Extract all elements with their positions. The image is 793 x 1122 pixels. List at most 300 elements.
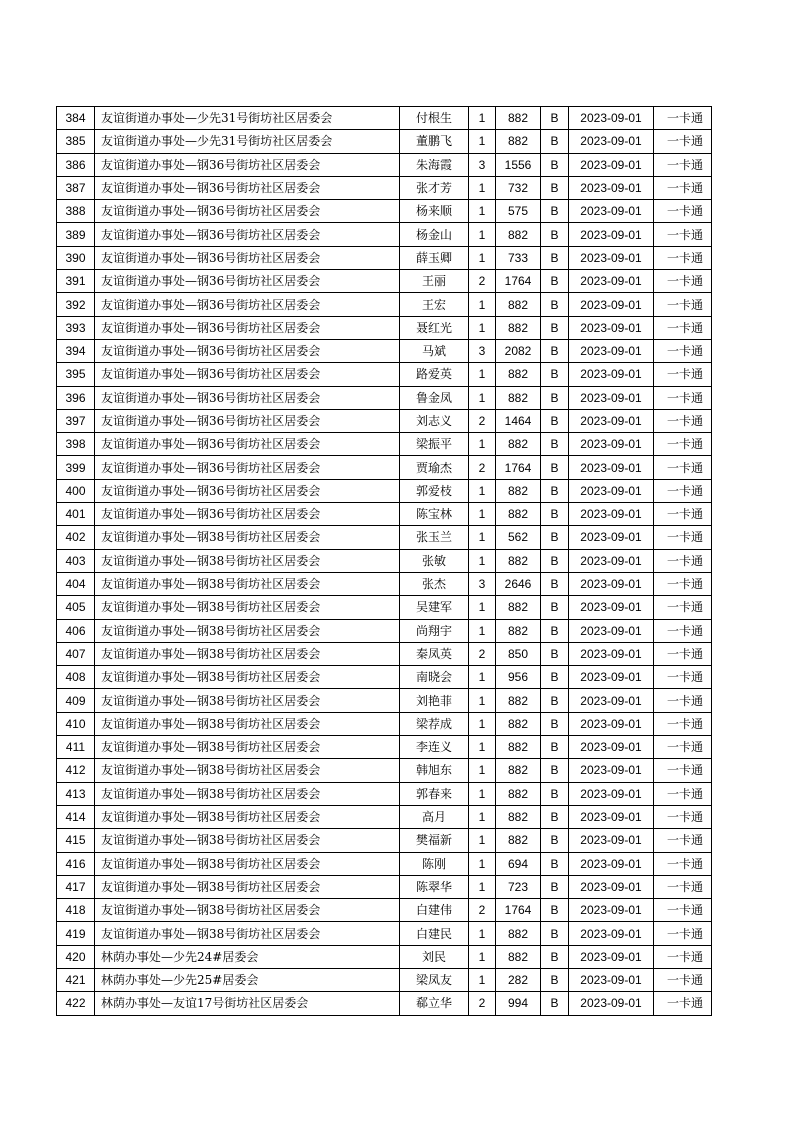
unit-cell: 友谊街道办事处—钢36号街坊社区居委会 xyxy=(95,246,400,269)
table-row xyxy=(57,456,712,479)
grade-cell: B xyxy=(541,316,569,339)
payment-method-cell: 一卡通 xyxy=(654,386,712,409)
count-cell: 1 xyxy=(469,805,496,828)
date-cell: 2023-09-01 xyxy=(569,666,654,689)
row-number-cell: 399 xyxy=(57,456,95,479)
grade-cell: B xyxy=(541,130,569,153)
row-number-cell: 400 xyxy=(57,479,95,502)
name-cell: 樊福新 xyxy=(400,829,469,852)
unit-cell: 友谊街道办事处—少先31号街坊社区居委会 xyxy=(95,130,400,153)
row-number-cell: 411 xyxy=(57,736,95,759)
name-cell: 薛玉卿 xyxy=(400,246,469,269)
table-row xyxy=(57,293,712,316)
unit-cell: 友谊街道办事处—钢36号街坊社区居委会 xyxy=(95,223,400,246)
table-row xyxy=(57,596,712,619)
name-cell: 鲁金凤 xyxy=(400,386,469,409)
row-number-cell: 405 xyxy=(57,596,95,619)
unit-cell: 林荫办事处—少先25#居委会 xyxy=(95,968,400,991)
count-cell: 3 xyxy=(469,339,496,362)
amount-cell: 882 xyxy=(496,503,541,526)
payment-method-cell: 一卡通 xyxy=(654,852,712,875)
row-number-cell: 402 xyxy=(57,526,95,549)
count-cell: 1 xyxy=(469,875,496,898)
row-number-cell: 391 xyxy=(57,270,95,293)
count-cell: 1 xyxy=(469,293,496,316)
row-number-cell: 422 xyxy=(57,992,95,1015)
table-row xyxy=(57,899,712,922)
date-cell: 2023-09-01 xyxy=(569,409,654,432)
payment-method-cell: 一卡通 xyxy=(654,875,712,898)
grade-cell: B xyxy=(541,549,569,572)
table-row xyxy=(57,805,712,828)
date-cell: 2023-09-01 xyxy=(569,759,654,782)
name-cell: 刘艳菲 xyxy=(400,689,469,712)
date-cell: 2023-09-01 xyxy=(569,316,654,339)
payment-method-cell: 一卡通 xyxy=(654,782,712,805)
grade-cell: B xyxy=(541,852,569,875)
count-cell: 1 xyxy=(469,759,496,782)
row-number-cell: 395 xyxy=(57,363,95,386)
unit-cell: 友谊街道办事处—钢36号街坊社区居委会 xyxy=(95,386,400,409)
date-cell: 2023-09-01 xyxy=(569,596,654,619)
date-cell: 2023-09-01 xyxy=(569,386,654,409)
row-number-cell: 416 xyxy=(57,852,95,875)
grade-cell: B xyxy=(541,619,569,642)
payment-method-cell: 一卡通 xyxy=(654,409,712,432)
row-number-cell: 385 xyxy=(57,130,95,153)
grade-cell: B xyxy=(541,945,569,968)
amount-cell: 2646 xyxy=(496,572,541,595)
payment-method-cell: 一卡通 xyxy=(654,526,712,549)
name-cell: 杨金山 xyxy=(400,223,469,246)
row-number-cell: 398 xyxy=(57,433,95,456)
payment-method-cell: 一卡通 xyxy=(654,200,712,223)
table-row xyxy=(57,712,712,735)
unit-cell: 友谊街道办事处—钢36号街坊社区居委会 xyxy=(95,503,400,526)
count-cell: 1 xyxy=(469,363,496,386)
amount-cell: 882 xyxy=(496,130,541,153)
name-cell: 李连义 xyxy=(400,736,469,759)
unit-cell: 友谊街道办事处—钢38号街坊社区居委会 xyxy=(95,549,400,572)
payment-method-cell: 一卡通 xyxy=(654,759,712,782)
count-cell: 1 xyxy=(469,223,496,246)
grade-cell: B xyxy=(541,409,569,432)
grade-cell: B xyxy=(541,805,569,828)
amount-cell: 882 xyxy=(496,689,541,712)
name-cell: 秦凤英 xyxy=(400,642,469,665)
grade-cell: B xyxy=(541,200,569,223)
unit-cell: 友谊街道办事处—钢38号街坊社区居委会 xyxy=(95,526,400,549)
table-row xyxy=(57,922,712,945)
payment-method-cell: 一卡通 xyxy=(654,642,712,665)
date-cell: 2023-09-01 xyxy=(569,968,654,991)
date-cell: 2023-09-01 xyxy=(569,526,654,549)
amount-cell: 882 xyxy=(496,223,541,246)
grade-cell: B xyxy=(541,712,569,735)
count-cell: 1 xyxy=(469,829,496,852)
grade-cell: B xyxy=(541,503,569,526)
date-cell: 2023-09-01 xyxy=(569,945,654,968)
payment-method-cell: 一卡通 xyxy=(654,223,712,246)
count-cell: 1 xyxy=(469,130,496,153)
amount-cell: 694 xyxy=(496,852,541,875)
row-number-cell: 409 xyxy=(57,689,95,712)
payment-method-cell: 一卡通 xyxy=(654,270,712,293)
name-cell: 张才芳 xyxy=(400,176,469,199)
unit-cell: 友谊街道办事处—钢36号街坊社区居委会 xyxy=(95,363,400,386)
amount-cell: 882 xyxy=(496,433,541,456)
unit-cell: 友谊街道办事处—钢38号街坊社区居委会 xyxy=(95,782,400,805)
row-number-cell: 401 xyxy=(57,503,95,526)
payment-method-cell: 一卡通 xyxy=(654,433,712,456)
unit-cell: 友谊街道办事处—钢38号街坊社区居委会 xyxy=(95,666,400,689)
unit-cell: 友谊街道办事处—少先31号街坊社区居委会 xyxy=(95,107,400,130)
date-cell: 2023-09-01 xyxy=(569,107,654,130)
amount-cell: 282 xyxy=(496,968,541,991)
count-cell: 1 xyxy=(469,968,496,991)
date-cell: 2023-09-01 xyxy=(569,619,654,642)
count-cell: 3 xyxy=(469,572,496,595)
name-cell: 韩旭东 xyxy=(400,759,469,782)
amount-cell: 575 xyxy=(496,200,541,223)
table-row xyxy=(57,992,712,1015)
table-row xyxy=(57,246,712,269)
table-row xyxy=(57,736,712,759)
payment-method-cell: 一卡通 xyxy=(654,596,712,619)
unit-cell: 友谊街道办事处—钢38号街坊社区居委会 xyxy=(95,899,400,922)
count-cell: 1 xyxy=(469,386,496,409)
unit-cell: 友谊街道办事处—钢36号街坊社区居委会 xyxy=(95,479,400,502)
amount-cell: 882 xyxy=(496,759,541,782)
grade-cell: B xyxy=(541,899,569,922)
grade-cell: B xyxy=(541,829,569,852)
grade-cell: B xyxy=(541,992,569,1015)
table-row xyxy=(57,363,712,386)
name-cell: 张敏 xyxy=(400,549,469,572)
date-cell: 2023-09-01 xyxy=(569,689,654,712)
payment-method-cell: 一卡通 xyxy=(654,107,712,130)
count-cell: 1 xyxy=(469,479,496,502)
payment-method-cell: 一卡通 xyxy=(654,666,712,689)
count-cell: 1 xyxy=(469,246,496,269)
count-cell: 1 xyxy=(469,712,496,735)
date-cell: 2023-09-01 xyxy=(569,805,654,828)
amount-cell: 882 xyxy=(496,945,541,968)
date-cell: 2023-09-01 xyxy=(569,899,654,922)
table-row xyxy=(57,223,712,246)
row-number-cell: 403 xyxy=(57,549,95,572)
amount-cell: 882 xyxy=(496,619,541,642)
count-cell: 1 xyxy=(469,596,496,619)
row-number-cell: 415 xyxy=(57,829,95,852)
table-row xyxy=(57,829,712,852)
row-number-cell: 384 xyxy=(57,107,95,130)
payment-method-cell: 一卡通 xyxy=(654,619,712,642)
row-number-cell: 397 xyxy=(57,409,95,432)
date-cell: 2023-09-01 xyxy=(569,922,654,945)
amount-cell: 882 xyxy=(496,805,541,828)
count-cell: 1 xyxy=(469,176,496,199)
name-cell: 贾瑜杰 xyxy=(400,456,469,479)
count-cell: 2 xyxy=(469,642,496,665)
unit-cell: 友谊街道办事处—钢36号街坊社区居委会 xyxy=(95,316,400,339)
grade-cell: B xyxy=(541,736,569,759)
payment-method-cell: 一卡通 xyxy=(654,153,712,176)
grade-cell: B xyxy=(541,922,569,945)
table-row xyxy=(57,968,712,991)
amount-cell: 882 xyxy=(496,549,541,572)
name-cell: 路爱英 xyxy=(400,363,469,386)
amount-cell: 882 xyxy=(496,712,541,735)
amount-cell: 562 xyxy=(496,526,541,549)
table-row xyxy=(57,316,712,339)
name-cell: 南晓会 xyxy=(400,666,469,689)
row-number-cell: 417 xyxy=(57,875,95,898)
date-cell: 2023-09-01 xyxy=(569,479,654,502)
table-row xyxy=(57,479,712,502)
count-cell: 2 xyxy=(469,270,496,293)
amount-cell: 1556 xyxy=(496,153,541,176)
payment-method-cell: 一卡通 xyxy=(654,572,712,595)
unit-cell: 友谊街道办事处—钢38号街坊社区居委会 xyxy=(95,572,400,595)
payment-method-cell: 一卡通 xyxy=(654,293,712,316)
amount-cell: 882 xyxy=(496,829,541,852)
date-cell: 2023-09-01 xyxy=(569,572,654,595)
row-number-cell: 410 xyxy=(57,712,95,735)
amount-cell: 733 xyxy=(496,246,541,269)
date-cell: 2023-09-01 xyxy=(569,270,654,293)
name-cell: 吴建军 xyxy=(400,596,469,619)
unit-cell: 友谊街道办事处—钢38号街坊社区居委会 xyxy=(95,852,400,875)
grade-cell: B xyxy=(541,968,569,991)
grade-cell: B xyxy=(541,666,569,689)
date-cell: 2023-09-01 xyxy=(569,992,654,1015)
count-cell: 1 xyxy=(469,619,496,642)
date-cell: 2023-09-01 xyxy=(569,875,654,898)
grade-cell: B xyxy=(541,572,569,595)
row-number-cell: 418 xyxy=(57,899,95,922)
amount-cell: 732 xyxy=(496,176,541,199)
row-number-cell: 412 xyxy=(57,759,95,782)
payment-method-cell: 一卡通 xyxy=(654,130,712,153)
row-number-cell: 413 xyxy=(57,782,95,805)
name-cell: 尚翔宇 xyxy=(400,619,469,642)
row-number-cell: 419 xyxy=(57,922,95,945)
amount-cell: 882 xyxy=(496,293,541,316)
name-cell: 郭爱枝 xyxy=(400,479,469,502)
unit-cell: 友谊街道办事处—钢38号街坊社区居委会 xyxy=(95,642,400,665)
unit-cell: 友谊街道办事处—钢38号街坊社区居委会 xyxy=(95,619,400,642)
payment-method-cell: 一卡通 xyxy=(654,945,712,968)
name-cell: 朱海霞 xyxy=(400,153,469,176)
grade-cell: B xyxy=(541,293,569,316)
unit-cell: 友谊街道办事处—钢38号街坊社区居委会 xyxy=(95,689,400,712)
amount-cell: 850 xyxy=(496,642,541,665)
date-cell: 2023-09-01 xyxy=(569,223,654,246)
grade-cell: B xyxy=(541,153,569,176)
unit-cell: 友谊街道办事处—钢38号街坊社区居委会 xyxy=(95,805,400,828)
amount-cell: 882 xyxy=(496,596,541,619)
count-cell: 1 xyxy=(469,689,496,712)
count-cell: 1 xyxy=(469,922,496,945)
payment-method-cell: 一卡通 xyxy=(654,992,712,1015)
count-cell: 1 xyxy=(469,736,496,759)
table-body xyxy=(57,107,712,1016)
unit-cell: 友谊街道办事处—钢38号街坊社区居委会 xyxy=(95,875,400,898)
unit-cell: 友谊街道办事处—钢38号街坊社区居委会 xyxy=(95,922,400,945)
amount-cell: 723 xyxy=(496,875,541,898)
name-cell: 陈宝林 xyxy=(400,503,469,526)
unit-cell: 友谊街道办事处—钢36号街坊社区居委会 xyxy=(95,200,400,223)
table-row xyxy=(57,852,712,875)
name-cell: 王丽 xyxy=(400,270,469,293)
name-cell: 刘志义 xyxy=(400,409,469,432)
table-row xyxy=(57,666,712,689)
grade-cell: B xyxy=(541,456,569,479)
count-cell: 1 xyxy=(469,107,496,130)
count-cell: 2 xyxy=(469,992,496,1015)
count-cell: 1 xyxy=(469,200,496,223)
date-cell: 2023-09-01 xyxy=(569,153,654,176)
count-cell: 2 xyxy=(469,456,496,479)
unit-cell: 友谊街道办事处—钢36号街坊社区居委会 xyxy=(95,153,400,176)
row-number-cell: 408 xyxy=(57,666,95,689)
row-number-cell: 404 xyxy=(57,572,95,595)
unit-cell: 友谊街道办事处—钢38号街坊社区居委会 xyxy=(95,736,400,759)
name-cell: 梁荐成 xyxy=(400,712,469,735)
count-cell: 1 xyxy=(469,526,496,549)
table-row xyxy=(57,503,712,526)
grade-cell: B xyxy=(541,270,569,293)
table-row xyxy=(57,107,712,130)
payment-method-cell: 一卡通 xyxy=(654,339,712,362)
date-cell: 2023-09-01 xyxy=(569,549,654,572)
grade-cell: B xyxy=(541,433,569,456)
unit-cell: 友谊街道办事处—钢38号街坊社区居委会 xyxy=(95,712,400,735)
amount-cell: 1764 xyxy=(496,899,541,922)
amount-cell: 882 xyxy=(496,363,541,386)
amount-cell: 882 xyxy=(496,782,541,805)
payment-method-cell: 一卡通 xyxy=(654,363,712,386)
unit-cell: 友谊街道办事处—钢36号街坊社区居委会 xyxy=(95,176,400,199)
table-row xyxy=(57,549,712,572)
name-cell: 马斌 xyxy=(400,339,469,362)
unit-cell: 友谊街道办事处—钢36号街坊社区居委会 xyxy=(95,456,400,479)
payment-method-cell: 一卡通 xyxy=(654,176,712,199)
name-cell: 董鹏飞 xyxy=(400,130,469,153)
table-row xyxy=(57,782,712,805)
unit-cell: 友谊街道办事处—钢36号街坊社区居委会 xyxy=(95,409,400,432)
table-row xyxy=(57,386,712,409)
table-row xyxy=(57,130,712,153)
date-cell: 2023-09-01 xyxy=(569,339,654,362)
unit-cell: 友谊街道办事处—钢38号街坊社区居委会 xyxy=(95,596,400,619)
amount-cell: 882 xyxy=(496,922,541,945)
amount-cell: 956 xyxy=(496,666,541,689)
name-cell: 郗立华 xyxy=(400,992,469,1015)
count-cell: 1 xyxy=(469,433,496,456)
date-cell: 2023-09-01 xyxy=(569,503,654,526)
payment-method-cell: 一卡通 xyxy=(654,246,712,269)
grade-cell: B xyxy=(541,246,569,269)
amount-cell: 882 xyxy=(496,107,541,130)
payment-method-cell: 一卡通 xyxy=(654,549,712,572)
table-row xyxy=(57,572,712,595)
grade-cell: B xyxy=(541,642,569,665)
date-cell: 2023-09-01 xyxy=(569,176,654,199)
amount-cell: 882 xyxy=(496,736,541,759)
table-row xyxy=(57,153,712,176)
payment-method-cell: 一卡通 xyxy=(654,689,712,712)
payment-method-cell: 一卡通 xyxy=(654,968,712,991)
grade-cell: B xyxy=(541,759,569,782)
name-cell: 陈刚 xyxy=(400,852,469,875)
table-row xyxy=(57,176,712,199)
unit-cell: 友谊街道办事处—钢38号街坊社区居委会 xyxy=(95,829,400,852)
date-cell: 2023-09-01 xyxy=(569,736,654,759)
date-cell: 2023-09-01 xyxy=(569,130,654,153)
name-cell: 张玉兰 xyxy=(400,526,469,549)
payment-method-cell: 一卡通 xyxy=(654,479,712,502)
table-row xyxy=(57,339,712,362)
name-cell: 付根生 xyxy=(400,107,469,130)
grade-cell: B xyxy=(541,386,569,409)
date-cell: 2023-09-01 xyxy=(569,456,654,479)
row-number-cell: 407 xyxy=(57,642,95,665)
name-cell: 王宏 xyxy=(400,293,469,316)
payment-method-cell: 一卡通 xyxy=(654,829,712,852)
name-cell: 梁振平 xyxy=(400,433,469,456)
payment-method-cell: 一卡通 xyxy=(654,736,712,759)
unit-cell: 林荫办事处—少先24#居委会 xyxy=(95,945,400,968)
amount-cell: 1764 xyxy=(496,456,541,479)
table-row xyxy=(57,689,712,712)
date-cell: 2023-09-01 xyxy=(569,200,654,223)
name-cell: 刘民 xyxy=(400,945,469,968)
amount-cell: 882 xyxy=(496,386,541,409)
row-number-cell: 394 xyxy=(57,339,95,362)
table-row xyxy=(57,759,712,782)
count-cell: 2 xyxy=(469,899,496,922)
row-number-cell: 414 xyxy=(57,805,95,828)
grade-cell: B xyxy=(541,526,569,549)
date-cell: 2023-09-01 xyxy=(569,246,654,269)
date-cell: 2023-09-01 xyxy=(569,829,654,852)
payment-method-cell: 一卡通 xyxy=(654,805,712,828)
count-cell: 1 xyxy=(469,316,496,339)
name-cell: 杨来顺 xyxy=(400,200,469,223)
row-number-cell: 388 xyxy=(57,200,95,223)
count-cell: 1 xyxy=(469,666,496,689)
name-cell: 郭春来 xyxy=(400,782,469,805)
table-row xyxy=(57,642,712,665)
count-cell: 1 xyxy=(469,852,496,875)
date-cell: 2023-09-01 xyxy=(569,363,654,386)
payment-method-cell: 一卡通 xyxy=(654,503,712,526)
subsidy-table xyxy=(56,106,712,1016)
unit-cell: 友谊街道办事处—钢36号街坊社区居委会 xyxy=(95,270,400,293)
name-cell: 梁凤友 xyxy=(400,968,469,991)
row-number-cell: 406 xyxy=(57,619,95,642)
payment-method-cell: 一卡通 xyxy=(654,922,712,945)
name-cell: 高月 xyxy=(400,805,469,828)
grade-cell: B xyxy=(541,782,569,805)
date-cell: 2023-09-01 xyxy=(569,852,654,875)
table-row xyxy=(57,270,712,293)
count-cell: 1 xyxy=(469,945,496,968)
payment-method-cell: 一卡通 xyxy=(654,316,712,339)
table-row xyxy=(57,945,712,968)
